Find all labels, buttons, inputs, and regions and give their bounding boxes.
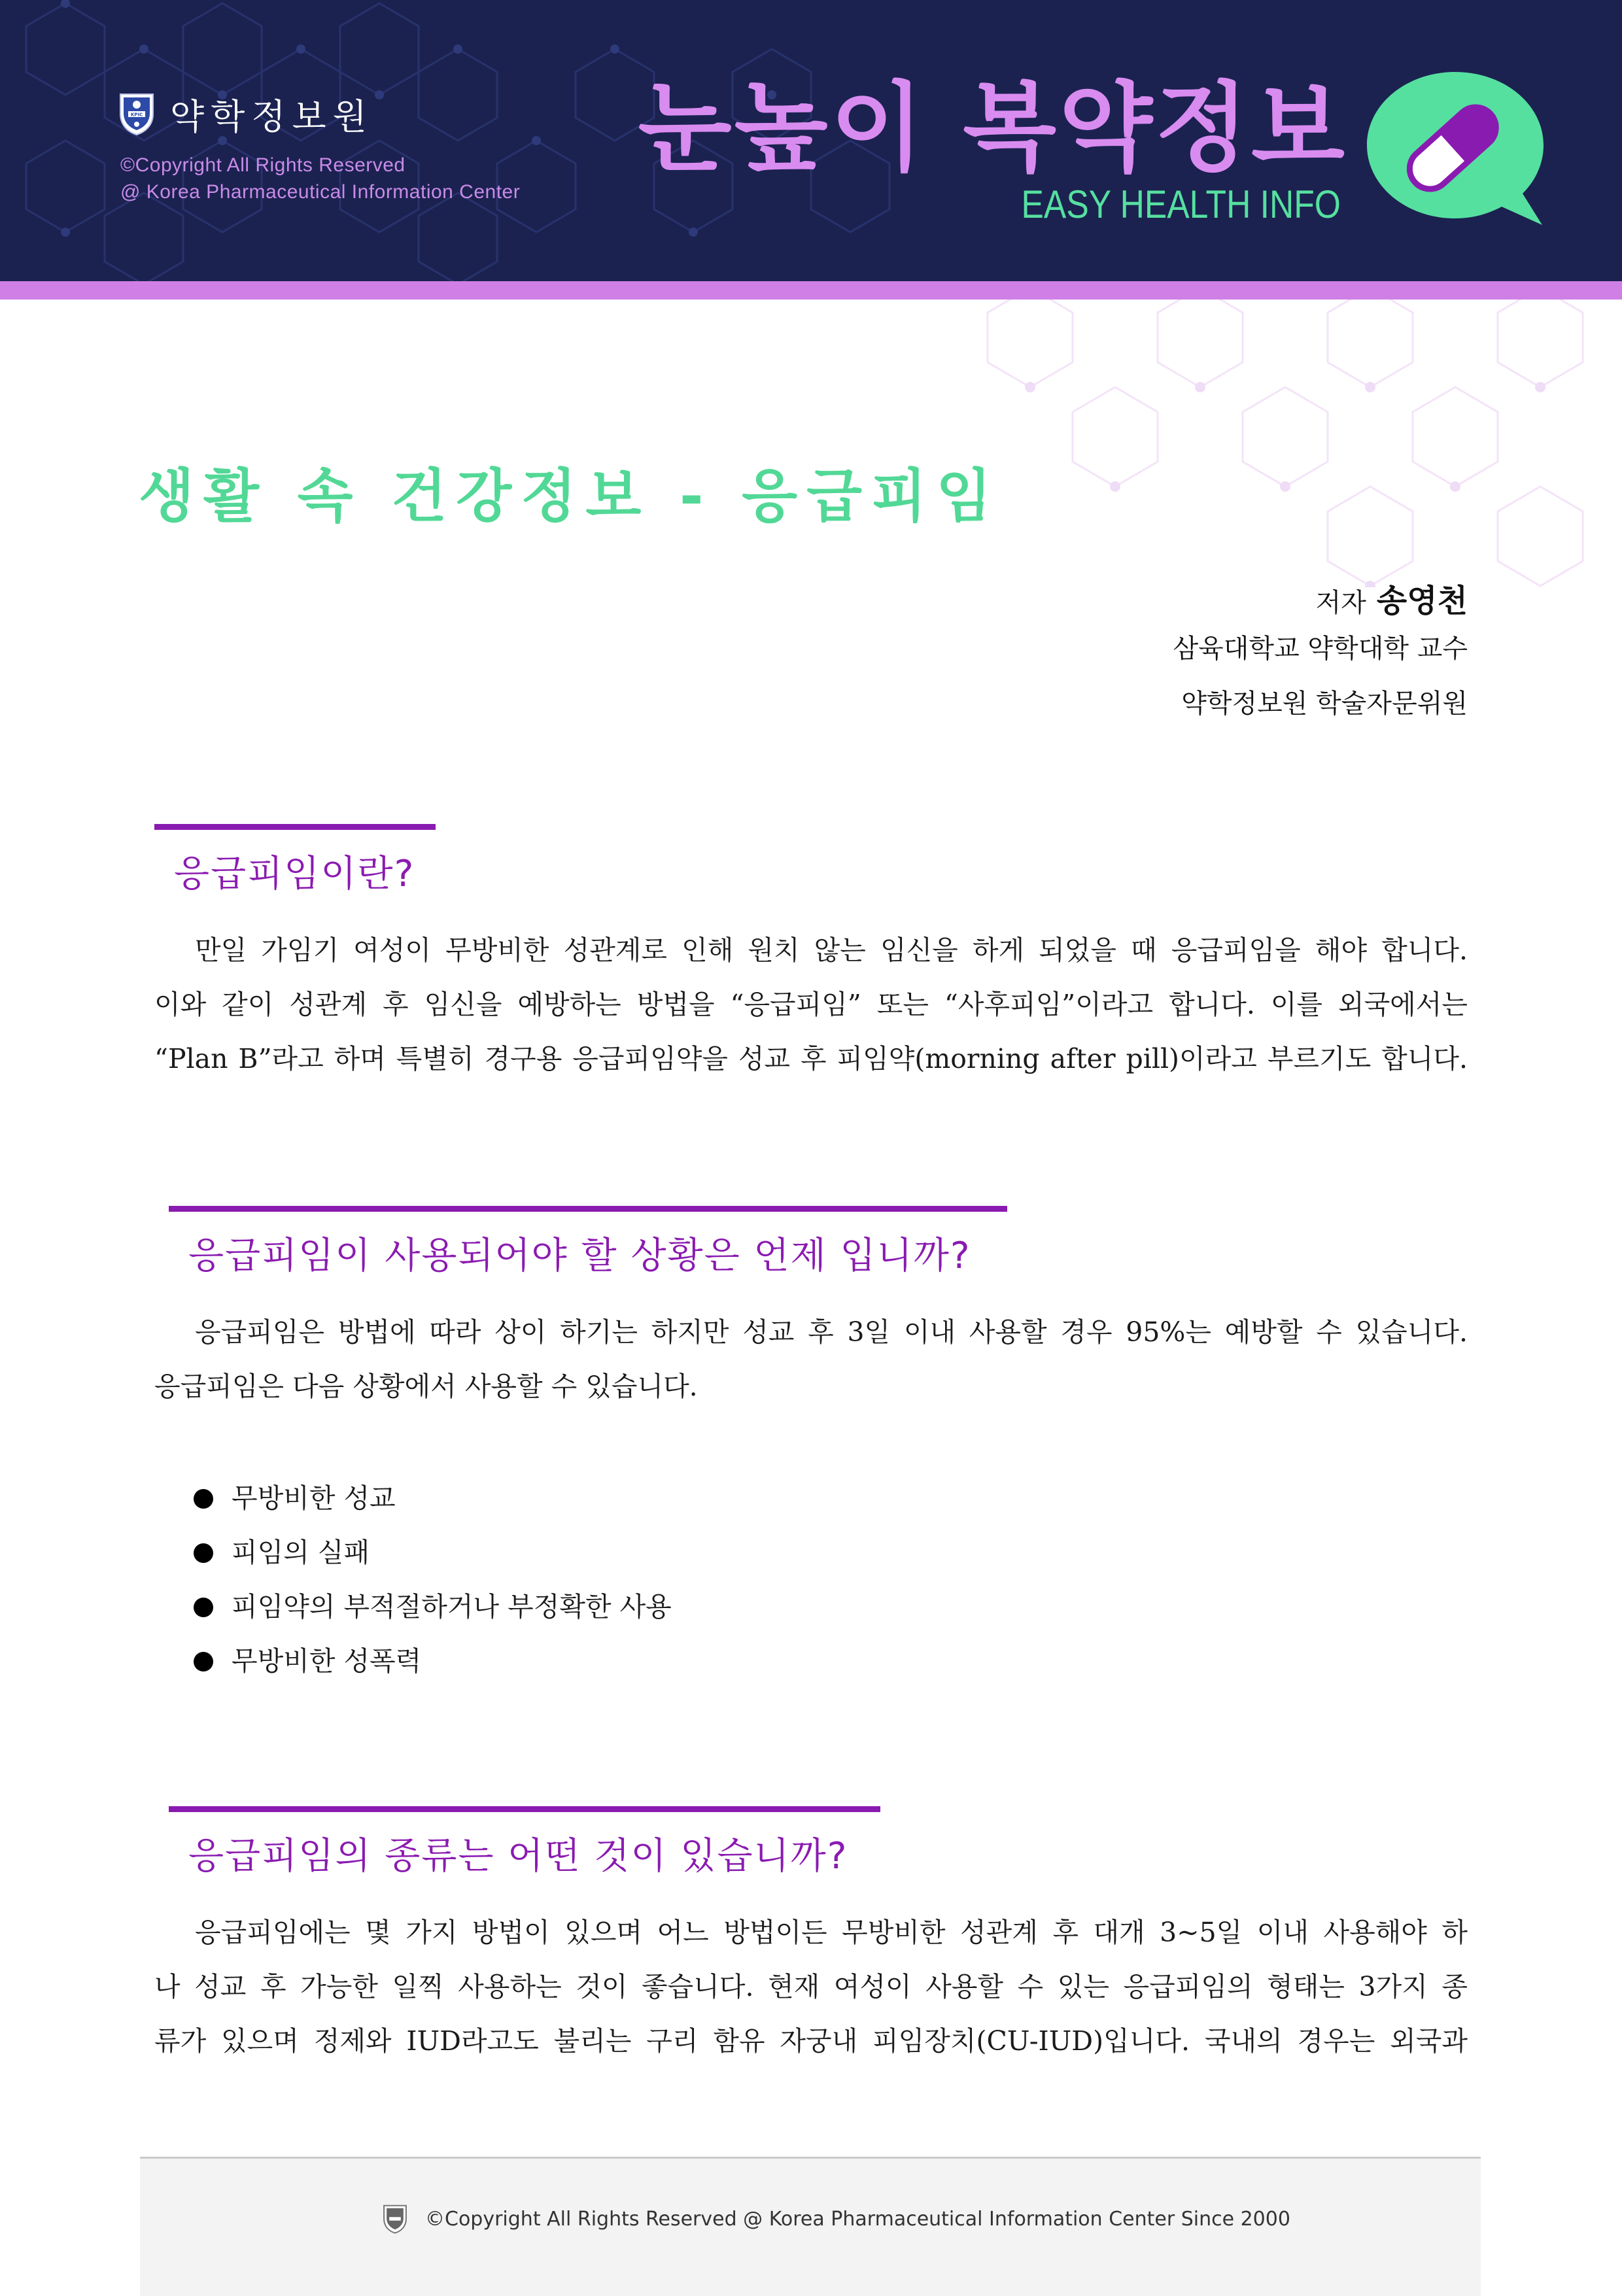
paragraph-line: 나 성교 후 가능한 일찍 사용하는 것이 좋습니다. 현재 여성이 사용할 수 있는 응급피임의 형태는 3가지 종: [154, 1971, 1468, 2002]
author-prefix: 저자: [1315, 588, 1366, 618]
header-copyright: ©Copyright All Rights Reserved: [120, 154, 406, 176]
section-rule: [169, 1806, 880, 1812]
section-heading: 응급피임의 종류는 어떤 것이 있습니까?: [188, 1835, 848, 1877]
section-paragraph: [154, 923, 1468, 1086]
bullet-icon: [194, 1489, 213, 1509]
footer-copyright: ©Copyright All Rights Reserved @ Korea Pharmaceutical Information Center Since 2000: [425, 2207, 1290, 2231]
hexagon-decoration: [903, 300, 1622, 587]
section-paragraph: [154, 1305, 1468, 1414]
bullet-icon: [194, 1543, 213, 1563]
section-rule: [169, 1206, 1007, 1212]
paragraph-line: 응급피임은 방법에 따라 상이 하기는 하지만 성교 후 3일 이내 사용할 경우 95%는 예방할 수 있습니다.: [195, 1316, 1468, 1348]
paragraph-line: 이와 같이 성관계 후 임신을 예방하는 방법을 “응급피임” 또는 “사후피임”이라고 합니다. 이를 외국에서는: [154, 989, 1468, 1020]
list-item: [194, 1526, 672, 1580]
paragraph-line: 만일 가임기 여성이 무방비한 성관계로 인해 원치 않는 임신을 하게 되었을 때 응급피임을 해야 합니다.: [195, 934, 1468, 966]
paragraph-line: 응급피임은 다음 상황에서 사용할 수 있습니다.: [154, 1371, 698, 1402]
section-rule: [154, 824, 436, 830]
paragraph-line: 응급피임에는 몇 가지 방법이 있으며 어느 방법이든 무방비한 성관계 후 대개 3~5일 이내 사용해야 하: [195, 1917, 1468, 1948]
paragraph-line: “Plan B”라고 하며 특별히 경구용 응급피임약을 성교 후 피임약(morning after pill)이라고 부르기도 합니다.: [154, 1043, 1468, 1074]
brand-title: 눈높이 복약정보: [638, 72, 1347, 184]
list-item: [194, 1471, 672, 1526]
author-block: [1173, 575, 1468, 731]
org-logo: [118, 90, 373, 137]
section-heading: 응급피임이 사용되어야 할 상황은 언제 입니까?: [188, 1235, 971, 1277]
section-heading: 응급피임이란?: [174, 853, 415, 895]
paragraph-line: 류가 있으며 정제와 IUD라고도 불리는 구리 함유 자궁내 피임장치(CU-IUD)입니다. 국내의 경우는 외국과: [154, 2025, 1468, 2057]
header-accent-stripe: [0, 281, 1622, 300]
page-title: 생활 속 건강정보 - 응급피임: [139, 462, 1001, 530]
header-banner: [0, 0, 1622, 281]
org-name: 약학정보원: [170, 95, 373, 137]
bullet-icon: [194, 1652, 213, 1671]
list-item-text: 피임약의 부적절하거나 부정확한 사용: [232, 1591, 672, 1622]
author-name: 송영천: [1376, 583, 1468, 619]
author-affiliation: 삼육대학교 약학대학 교수: [1173, 634, 1468, 664]
bullet-icon: [194, 1598, 213, 1617]
list-item-text: 무방비한 성폭력: [232, 1645, 422, 1677]
bullet-list: [194, 1471, 672, 1688]
kpic-emblem-icon: [382, 2204, 408, 2234]
author-affiliation: 약학정보원 학술자문위원: [1181, 689, 1468, 719]
list-item: [194, 1634, 672, 1688]
list-item: [194, 1580, 672, 1634]
list-item-text: 피임의 실패: [232, 1537, 370, 1568]
section-paragraph: [154, 1906, 1468, 2068]
footer: [382, 2204, 1290, 2234]
capsule-speech-bubble-icon: [1360, 65, 1550, 229]
brand-subtitle: EASY HEALTH INFO: [1021, 182, 1341, 226]
svg-text:KPIC: KPIC: [130, 112, 143, 118]
kpic-emblem-icon: [118, 92, 156, 136]
list-item-text: 무방비한 성교: [232, 1482, 396, 1514]
header-copyright-org: @ Korea Pharmaceutical Information Center: [120, 181, 521, 203]
